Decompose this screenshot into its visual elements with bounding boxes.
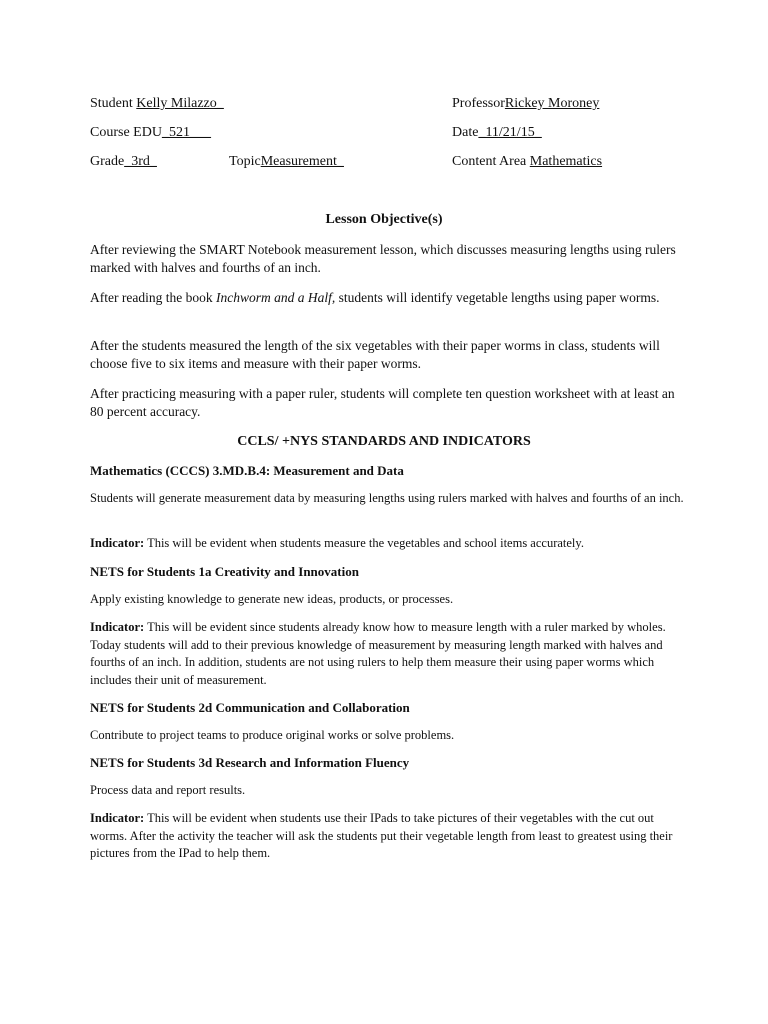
standard-3-text: Contribute to project teams to produce original works or solve problems. (90, 728, 455, 742)
professor-label: Professor (452, 96, 505, 111)
objective-paragraph-2 (90, 289, 690, 307)
course-value: _521___ (161, 125, 211, 140)
content-area-label: Content Area (452, 154, 527, 169)
grade-label: Grade (90, 154, 125, 169)
standard-4-text: Process data and report results. (90, 783, 246, 797)
standards-title: CCLS/ +NYS STANDARDS AND INDICATORS (237, 434, 531, 449)
objective-paragraph-1: After reviewing the SMART Notebook measurement lesson, which discusses measuring lengths using rulers marked with halves and fourths of an inch. (90, 242, 676, 275)
topic-value: Measurement_ (260, 154, 344, 169)
indicator-text: This will be evident when students measure the vegetables and school items accurately. (144, 536, 584, 550)
standard-4-heading: NETS for Students 3d Research and Information Fluency (90, 755, 410, 770)
student-value: Kelly Milazzo_ (136, 96, 224, 111)
standard-4-indicator (90, 810, 690, 863)
date-line (452, 124, 542, 141)
content-area-line (452, 153, 602, 170)
objective-2-after: students will identify vegetable lengths using paper worms. (335, 290, 660, 305)
book-title: Inchworm and a Half, (215, 290, 336, 305)
objective-paragraph-4: After practicing measuring with a paper ruler, students will complete ten question worksheet with at least an 80 percent accuracy. (90, 386, 675, 419)
standard-2-indicator (90, 619, 690, 689)
standard-1-text: Students will generate measurement data by measuring lengths using rulers marked with halves and fourths of an inch. (90, 491, 684, 505)
grade-line (90, 153, 157, 170)
objective-2-before: After reading the book (90, 290, 216, 305)
course-label: Course EDU (90, 125, 162, 140)
student-line (90, 95, 224, 112)
objectives-title: Lesson Objective(s) (325, 212, 443, 227)
indicator-label: Indicator: (90, 620, 145, 634)
date-value: _11/21/15_ (478, 125, 542, 140)
course-line (90, 124, 211, 141)
standard-1-indicator (90, 535, 690, 553)
date-label: Date (452, 125, 479, 140)
professor-line (452, 95, 599, 112)
indicator-label: Indicator: (90, 811, 145, 825)
grade-value: _3rd_ (124, 154, 157, 169)
topic-label: Topic (229, 154, 261, 169)
standard-1-heading: Mathematics (CCCS) 3.MD.B.4: Measurement and Data (90, 463, 404, 478)
indicator-label: Indicator: (90, 536, 145, 550)
student-label: Student (90, 96, 133, 111)
professor-value: Rickey Moroney (504, 96, 600, 111)
content-area-value: Mathematics (529, 154, 603, 169)
standard-2-heading: NETS for Students 1a Creativity and Innovation (90, 564, 359, 579)
standard-3-heading: NETS for Students 2d Communication and Collaboration (90, 700, 410, 715)
indicator-text: This will be evident when students use their IPads to take pictures of their vegetables with the cut out worms. After the activity the teacher will ask the students put their vegetable length from least to greatest using their pictures from the IPad to help them. (90, 811, 673, 860)
standard-2-text: Apply existing knowledge to generate new ideas, products, or processes. (90, 592, 454, 606)
indicator-text: This will be evident since students already know how to measure length with a ruler marked by wholes. Today students will add to their previous knowledge of measurement by measuring length marked with halves and fourths of an inch. In addition, students are not using rulers to help them measure their using paper worms which includes their unit of measurement. (90, 620, 666, 687)
topic-line (229, 153, 344, 170)
objective-paragraph-3: After the students measured the length of the six vegetables with their paper worms in class, students will choose five to six items and measure with their paper worms. (90, 338, 660, 371)
